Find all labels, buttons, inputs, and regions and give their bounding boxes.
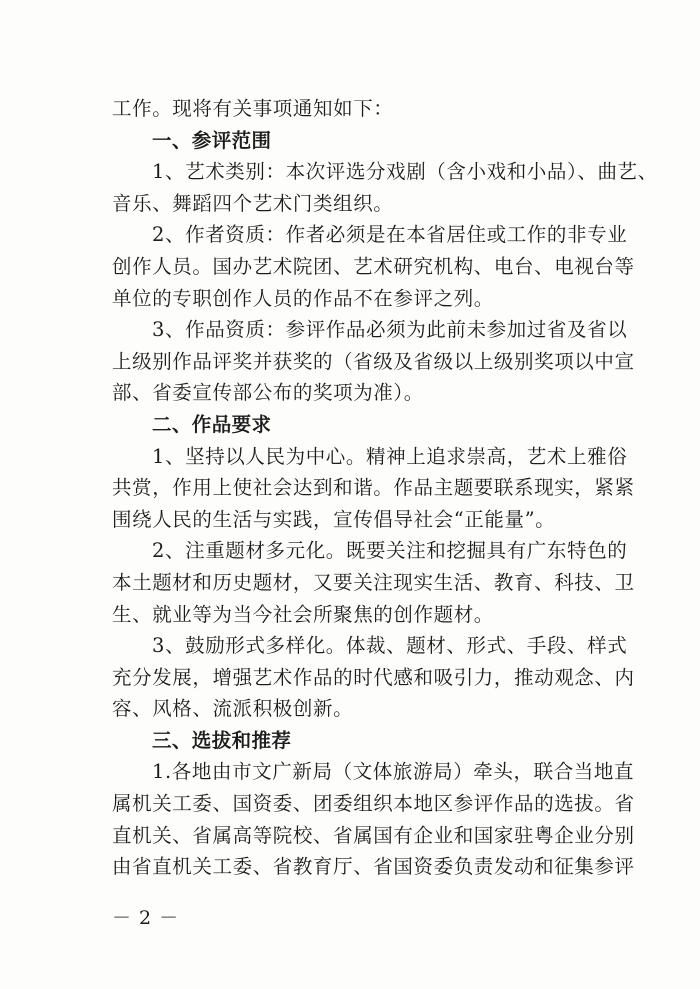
- document-body: [112, 93, 658, 883]
- paragraph-line: 2、作者资质：作者必须是在本省居住或工作的非专业: [152, 223, 628, 247]
- paragraph-line: 1.各地由市文广新局（文体旅游局）牵头，联合当地直: [152, 760, 635, 784]
- paragraph-line: 属机关工委、国资委、团委组织本地区参评作品的选拔。省: [112, 792, 635, 816]
- section-heading: 一、参评范围: [152, 128, 272, 152]
- paragraph-line: 本土题材和历史题材，又要关注现实生活、教育、科技、卫: [112, 570, 635, 594]
- paragraph-line: 由省直机关工委、省教育厅、省国资委负责发动和征集参评: [112, 855, 635, 879]
- paragraph-line: 共赏，作用上使社会达到和谐。作品主题要联系现实，紧紧: [112, 476, 635, 500]
- paragraph-line: 3、作品资质：参评作品必须为此前未参加过省及省以: [152, 318, 628, 342]
- paragraph-line: 充分发展，增强艺术作品的时代感和吸引力，推动观念、内: [112, 665, 635, 689]
- paragraph-line: 工作。现将有关事项通知如下：: [112, 97, 394, 120]
- paragraph-line: 1、坚持以人民为中心。精神上追求崇高，艺术上雅俗: [152, 444, 628, 468]
- paragraph-line: 上级别作品评奖并获奖的（省级及省级以上级别奖项以中宣: [112, 349, 635, 373]
- section-heading: 三、选拔和推荐: [152, 728, 292, 752]
- paragraph-line: 创作人员。国办艺术院团、艺术研究机构、电台、电视台等: [112, 254, 635, 278]
- paragraph-line: 围绕人民的生活与实践，宣传倡导社会“正能量”。: [112, 507, 556, 531]
- paragraph-line: 生、就业等为当今社会所聚焦的创作题材。: [112, 602, 494, 626]
- paragraph-line: 单位的专职创作人员的作品不在参评之列。: [112, 286, 494, 310]
- paragraph-line: 部、省委宣传部公布的奖项为准）。: [112, 381, 424, 405]
- section-heading: 二、作品要求: [152, 412, 272, 436]
- paragraph-line: 2、注重题材多元化。既要关注和挖掘具有广东特色的: [152, 539, 628, 563]
- paragraph-line: 直机关、省属高等院校、省属国有企业和国家驻粤企业分别: [112, 823, 635, 847]
- paragraph-line: 3、鼓励形式多样化。体裁、题材、形式、手段、样式: [152, 634, 628, 658]
- page-number: － 2 －: [112, 907, 180, 929]
- paragraph-line: 音乐、舞蹈四个艺术门类组织。: [112, 191, 394, 215]
- paragraph-line: 容、风格、流派积极创新。: [112, 697, 354, 721]
- paragraph-line: 1、艺术类别：本次评选分戏剧（含小戏和小品）、曲艺、: [152, 160, 658, 184]
